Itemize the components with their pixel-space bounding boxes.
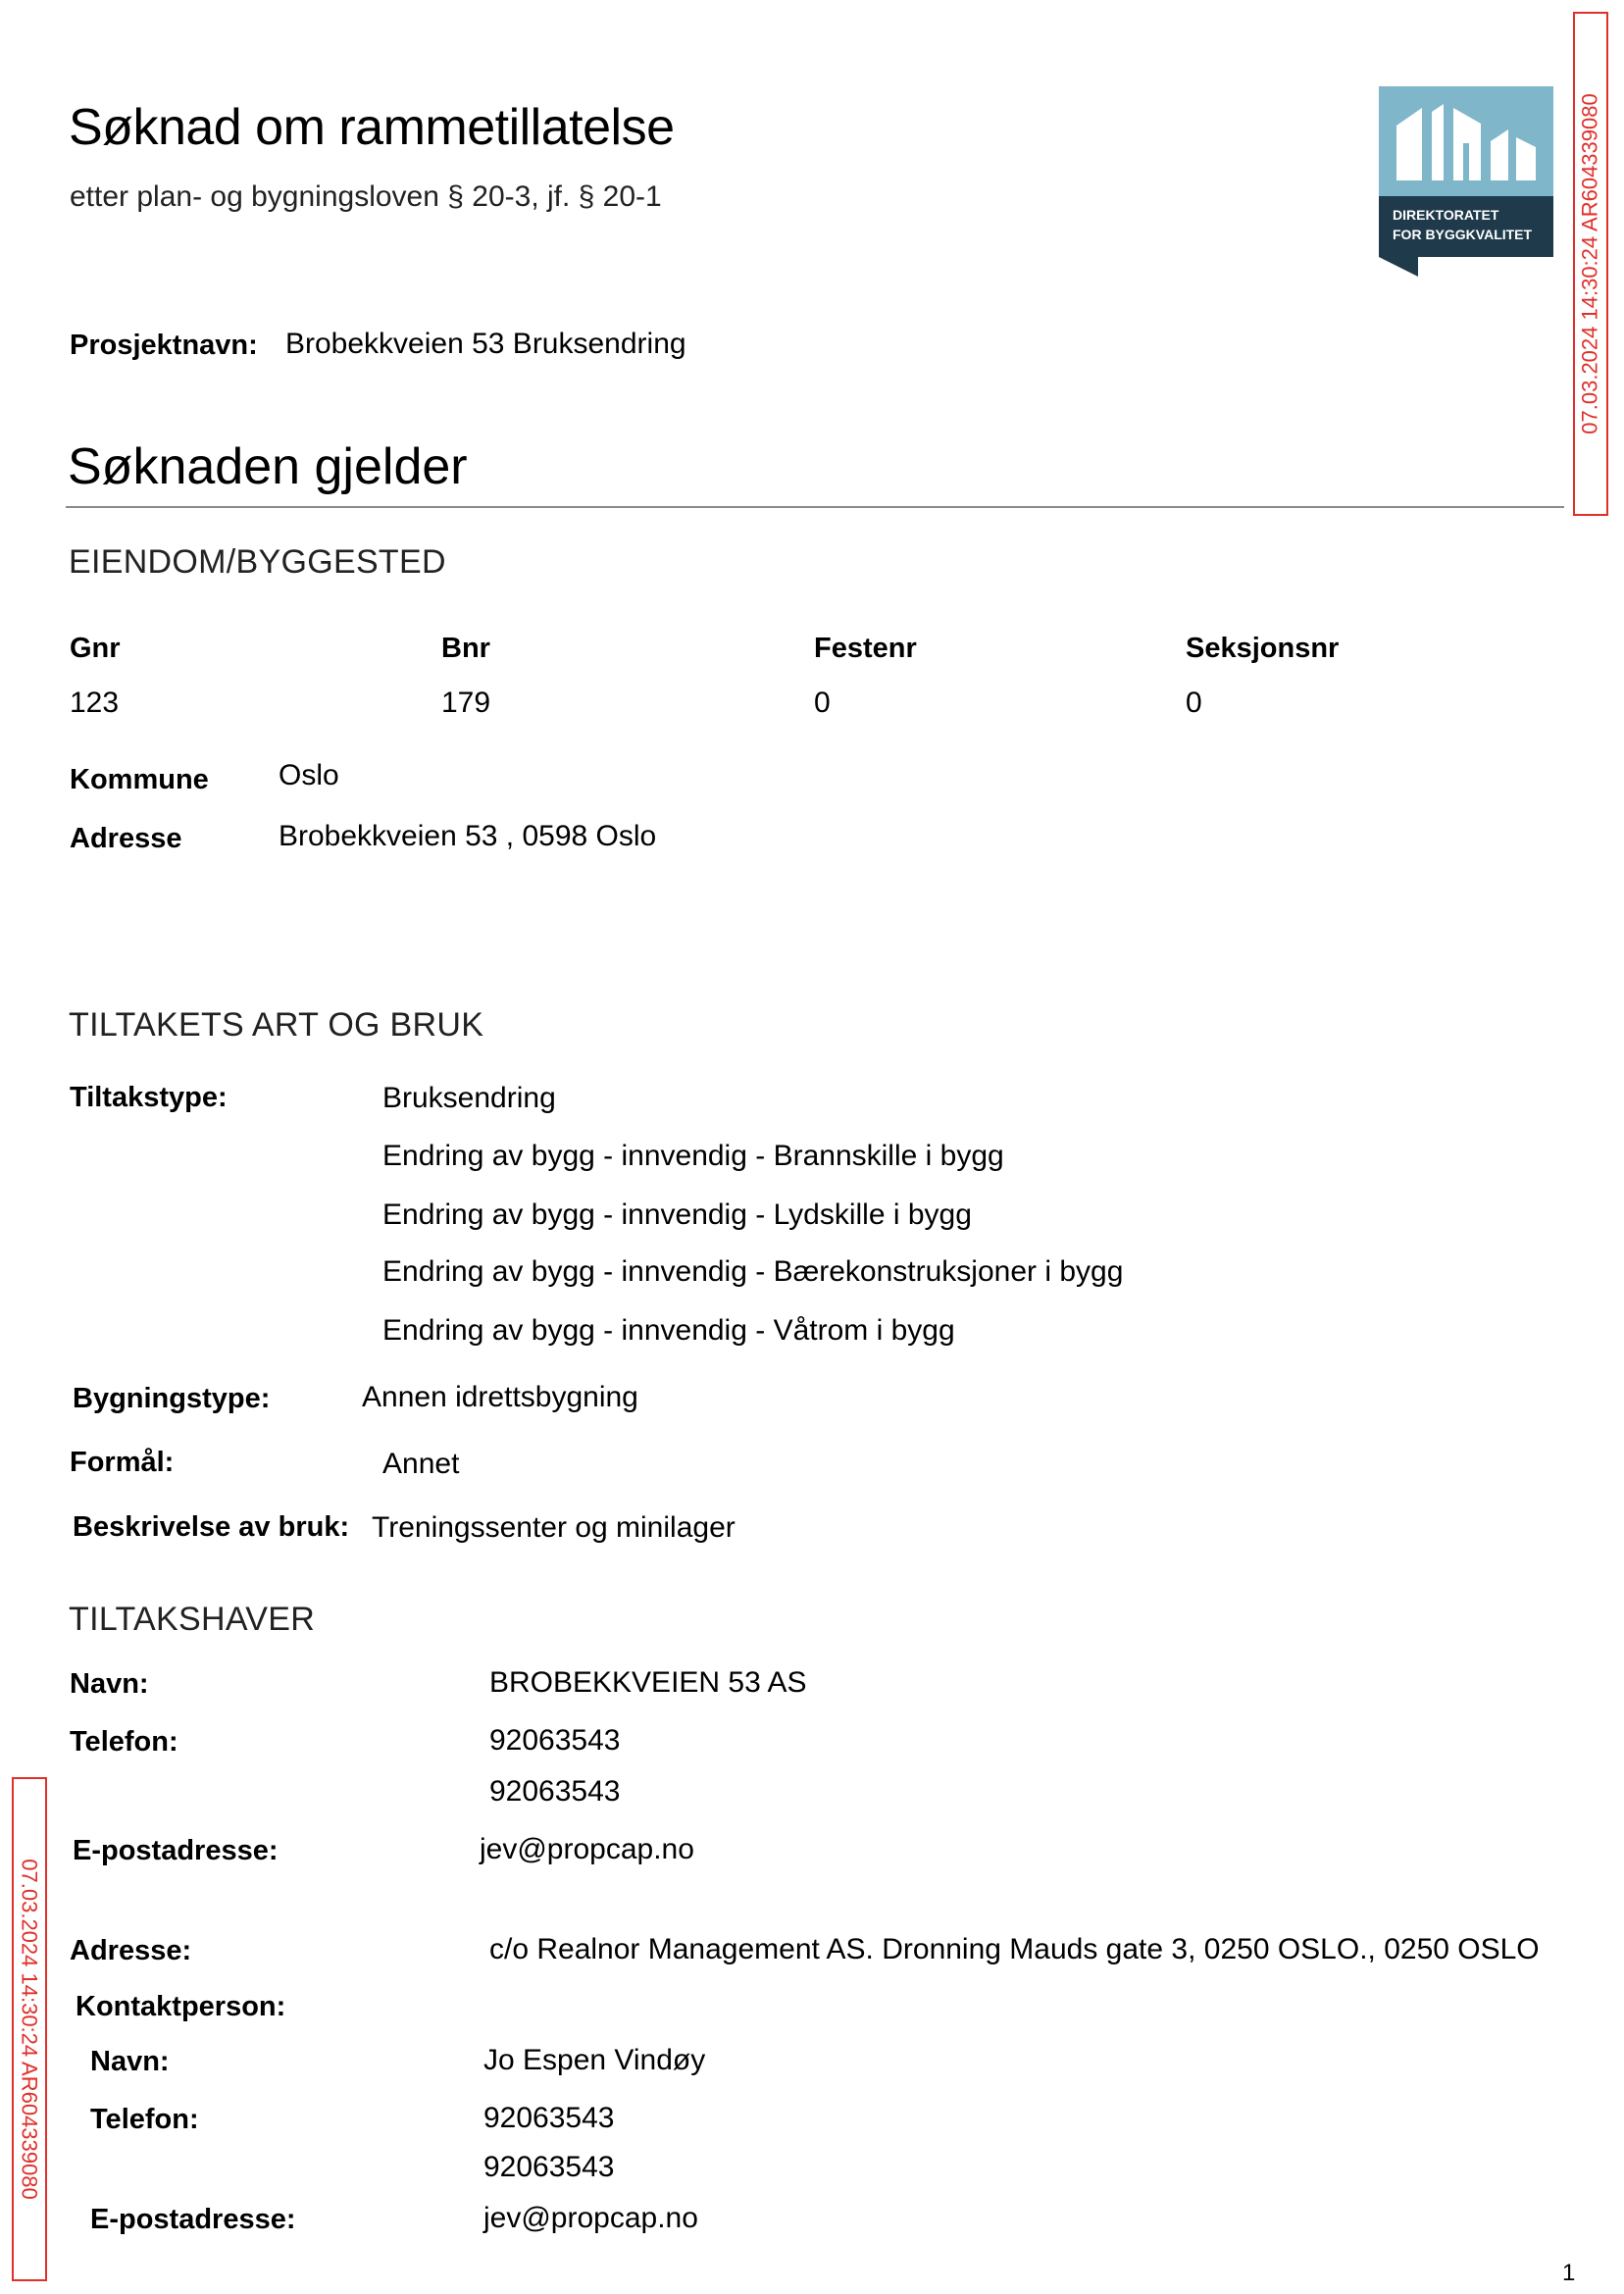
- kontaktperson-label: Kontaktperson:: [76, 1991, 286, 2022]
- bnr-value: 179: [441, 687, 491, 719]
- tiltakstype-item: Endring av bygg - innvendig - Brannskille i bygg: [382, 1140, 1004, 1172]
- festenr-value: 0: [814, 687, 831, 719]
- tiltakshaver-epost-label: E-postadresse:: [73, 1835, 279, 1866]
- seksjonsnr-label: Seksjonsnr: [1186, 633, 1340, 664]
- adresse-value: Brobekkveien 53 , 0598 Oslo: [279, 820, 657, 852]
- receipt-stamp-bottom: [12, 1777, 47, 2281]
- kontakt-navn-label: Navn:: [90, 2046, 170, 2077]
- adresse-label: Adresse: [70, 823, 182, 854]
- kontakt-telefon-label: Telefon:: [90, 2104, 199, 2135]
- tiltakshaver-navn: BROBEKKVEIEN 53 AS: [489, 1666, 807, 1699]
- kontakt-epost-label: E-postadresse:: [90, 2204, 296, 2235]
- tiltakshaver-telefon-label: Telefon:: [70, 1726, 178, 1758]
- kontakt-navn: Jo Espen Vindøy: [483, 2044, 706, 2076]
- tiltakstype-item: Endring av bygg - innvendig - Våtrom i bygg: [382, 1314, 955, 1347]
- kontakt-telefon: 92063543: [483, 2102, 615, 2134]
- formal-label: Formål:: [70, 1447, 175, 1478]
- tiltakshaver-epost: jev@propcap.no: [480, 1833, 694, 1865]
- tiltakshaver-navn-label: Navn:: [70, 1668, 149, 1700]
- tiltak-heading: TILTAKETS ART OG BRUK: [69, 1006, 484, 1044]
- kommune-value: Oslo: [279, 759, 339, 791]
- page-title: Søknad om rammetillatelse: [69, 99, 675, 156]
- bygningstype-value: Annen idrettsbygning: [362, 1381, 638, 1413]
- project-name: Brobekkveien 53 Bruksendring: [285, 328, 686, 360]
- page-number: 1: [1562, 2260, 1576, 2286]
- page-subtitle: etter plan- og bygningsloven § 20-3, jf. § 20-1: [70, 180, 662, 213]
- dibk-logo-icon: [1379, 86, 1553, 277]
- kontakt-epost: jev@propcap.no: [483, 2202, 698, 2234]
- tiltakstype-item: Endring av bygg - innvendig - Lydskille i bygg: [382, 1198, 972, 1231]
- formal-value: Annet: [382, 1448, 460, 1480]
- seksjonsnr-value: 0: [1186, 687, 1202, 719]
- receipt-stamp-top: [1573, 12, 1608, 516]
- tiltakshaver-telefon: 92063543: [489, 1724, 621, 1757]
- receipt-stamp-text: 07.03.2024 14:30:24 AR604339080: [1578, 93, 1602, 434]
- bnr-label: Bnr: [441, 633, 490, 664]
- tiltakstype-label: Tiltakstype:: [70, 1082, 228, 1113]
- kommune-label: Kommune: [70, 764, 209, 795]
- gnr-label: Gnr: [70, 633, 121, 664]
- section-title: Søknaden gjelder: [68, 438, 468, 495]
- eiendom-heading: EIENDOM/BYGGESTED: [69, 543, 446, 581]
- receipt-stamp-text: 07.03.2024 14:30:24 AR604339080: [18, 1859, 42, 2200]
- beskrivelse-value: Treningssenter og minilager: [372, 1511, 736, 1544]
- gnr-value: 123: [70, 687, 120, 719]
- festenr-label: Festenr: [814, 633, 917, 664]
- tiltakstype-item: Endring av bygg - innvendig - Bærekonstruksjoner i bygg: [382, 1255, 1124, 1288]
- section-divider: [66, 506, 1564, 508]
- tiltakstype-item: Bruksendring: [382, 1082, 556, 1114]
- tiltakshaver-heading: TILTAKSHAVER: [69, 1601, 316, 1638]
- beskrivelse-label: Beskrivelse av bruk:: [73, 1511, 350, 1543]
- logo-line1: DIREKTORATET: [1393, 207, 1499, 223]
- project-label: Prosjektnavn:: [70, 330, 258, 361]
- tiltakshaver-adresse: c/o Realnor Management AS. Dronning Mauds gate 3, 0250 OSLO., 0250 OSLO: [489, 1933, 1540, 1965]
- tiltakshaver-adresse-label: Adresse:: [70, 1935, 192, 1966]
- kontakt-telefon: 92063543: [483, 2151, 615, 2183]
- dibk-logo: [1379, 86, 1553, 277]
- tiltakshaver-telefon: 92063543: [489, 1775, 621, 1808]
- logo-line2: FOR BYGGKVALITET: [1393, 227, 1533, 242]
- bygningstype-label: Bygningstype:: [73, 1383, 271, 1414]
